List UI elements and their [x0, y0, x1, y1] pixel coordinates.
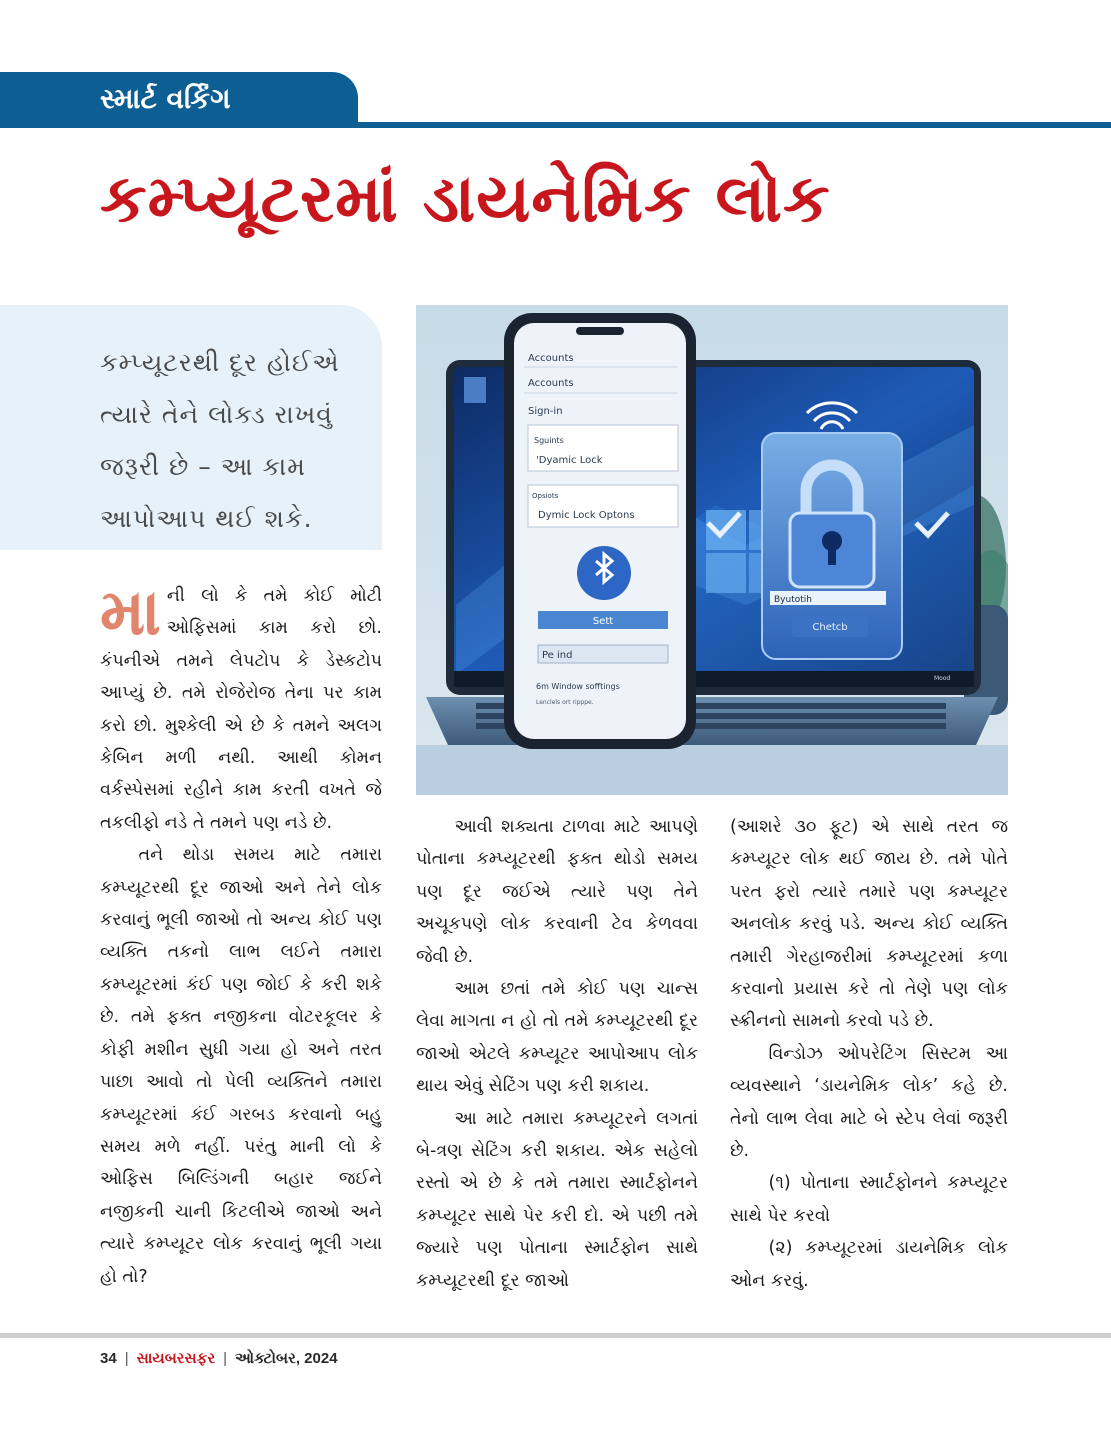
- magazine-name: સાયબરસફર: [136, 1350, 216, 1367]
- section-rule: [0, 122, 1111, 128]
- phone-item: Sett: [592, 616, 614, 627]
- paragraph: (૧) પોતાના સ્માર્ટફોનને કમ્પ્યૂટર સાથે પેર કરવો: [730, 1173, 1008, 1226]
- section-label: સ્માર્ટ વર્કિંગ: [100, 82, 231, 115]
- phone-item: 'Dyamic Lock: [536, 455, 603, 466]
- laptop-button-text: Chetcb: [812, 622, 848, 633]
- paragraph: આવી શક્યતા ટાળવા માટે આપણે પોતાના કમ્પ્યૂટરથી ફક્ત થોડો સમય પણ દૂર જઈએ ત્યારે પણ તેને અચૂકપણે લોક કરવાની ટેવ કેળવવા જેવી છે.: [416, 817, 698, 967]
- paragraph: આમ છતાં તમે કોઈ પણ ચાન્સ લેવા માગતા ન હો તો તમે કમ્પ્યૂટરથી દૂર જાઓ એટલે કમ્પ્યૂટર આપોઆપ લોક થાય એવું સેટિંગ પણ કરી શકાય.: [416, 979, 698, 1097]
- paragraph: તને થોડા સમય માટે તમારા કમ્પ્યૂટરથી દૂર જાઓ અને તેને લોક કરવાનું ભૂલી જાઓ તો અન્ય કોઈ પણ વ્યક્તિ તકનો લાભ લઈને તમારા કમ્પ્યૂટરમાં કંઈ પણ જોઈ કે કરી શકે છે. તમે ફક્ત નજીકના વોટરકૂલર કે કોફી મશીન સુધી ગયા હો અને તરત પાછા આવો તો પેલી વ્યક્તિને તમારા કમ્પ્યૂટરમાં કંઈ ગરબડ કરવાનો બહુ સમય મળે નહીં. પરંતુ માની લો કે ઓફિસ બિલ્ડિંગની બહાર જઈને નજીકની ચાની કિટલીએ જાઓ અને ત્યારે કમ્પ્યૂટર લોક કરવાનું ભૂલી ગયા હો તો?: [100, 845, 382, 1287]
- phone-item: Dymic Lock Optons: [538, 510, 635, 521]
- phone-item: Opsiots: [532, 492, 559, 500]
- intro-text: કમ્પ્યૂટરથી દૂર હોઈએ ત્યારે તેને લોક્ડ રાખવું જરૂરી છે – આ કામ આપોઆપ થઈ શકે.: [100, 348, 340, 533]
- laptop-field-text: Byutotih: [774, 595, 812, 605]
- article-column-3: [730, 811, 1008, 1297]
- footer-separator: |: [223, 1350, 228, 1367]
- article-column-2: [416, 811, 698, 1297]
- footer-rule: [0, 1333, 1111, 1338]
- phone-item: Pe ind: [542, 650, 573, 661]
- phone-item: Lenclels ort ripppe.: [536, 699, 594, 706]
- page-footer: [100, 1350, 338, 1367]
- phone-item: Sign-in: [528, 406, 563, 417]
- phone-item: Accounts: [528, 378, 574, 389]
- article-title: કમ્પ્યૂટરમાં ડાયનેમિક લોક: [100, 160, 831, 237]
- phone-item: Accounts: [528, 353, 574, 364]
- laptop-corner-text: Mood: [934, 675, 951, 682]
- phone-item: 6m Window sofftings: [536, 682, 620, 691]
- section-tab: [0, 72, 358, 126]
- drop-cap: મા: [100, 576, 161, 650]
- paragraph: (આશરે ૩૦ ફૂટ) એ સાથે તરત જ કમ્પ્યૂટર લોક થઈ જાય છે. તમે પોતે પરત ફરો ત્યારે તમારે પણ કમ્પ્યૂટર અનલોક કરવું પડે. અન્ય કોઈ વ્યક્તિ તમારી ગેરહાજરીમાં કમ્પ્યૂટરમાં કળા કરવાનો પ્રયાસ કરે તો તેણે પણ લોક સ્ક્રીનનો સામનો કરવો પડે છે.: [730, 817, 1008, 1032]
- article-illustration: [416, 305, 1008, 795]
- paragraph: આ માટે તમારા કમ્પ્યૂટરને લગતાં બે-ત્રણ સેટિંગ કરી શકાય. એક સહેલો રસ્તો એ છે કે તમે તમારા સ્માર્ટફોનને કમ્પ્યૂટર સાથે પેર કરી દો. એ પછી તમે જ્યારે પણ પોતાના સ્માર્ટફોન સાથે કમ્પ્યૂટરથી દૂર જાઓ: [416, 1108, 698, 1291]
- phone-item: Sguints: [534, 436, 564, 445]
- paragraph: (૨) કમ્પ્યૂટરમાં ડાયનેમિક લોક ઓન કરવું.: [730, 1238, 1008, 1291]
- footer-separator: |: [124, 1350, 129, 1367]
- issue-date: ઓક્ટોબર, 2024: [235, 1350, 338, 1367]
- page-number: 34: [100, 1350, 117, 1367]
- paragraph: વિન્ડોઝ ઓપરેટિંગ સિસ્ટમ આ વ્યવસ્થાને ‘ડાયનેમિક લોક’ કહે છે. તેનો લાભ લેવા માટે બે સ્ટેપ લેવાં જરૂરી છે.: [730, 1043, 1008, 1162]
- article-column-1: [100, 576, 382, 1293]
- paragraph: ની લો કે તમે કોઈ મોટી ઓફિસમાં કામ કરો છો. કંપનીએ તમને લેપટોપ કે ડેસ્કટોપ આપ્યું છે. તમે રોજેરોજ તેના પર કામ કરો છો. મુશ્કેલી એ છે કે તમને અલગ કેબિન મળી નથી. આથી કોમન વર્કસ્પેસમાં રહીને કામ કરતી વખતે જે તકલીફો નડે તે તમને પણ નડે છે.: [100, 586, 382, 833]
